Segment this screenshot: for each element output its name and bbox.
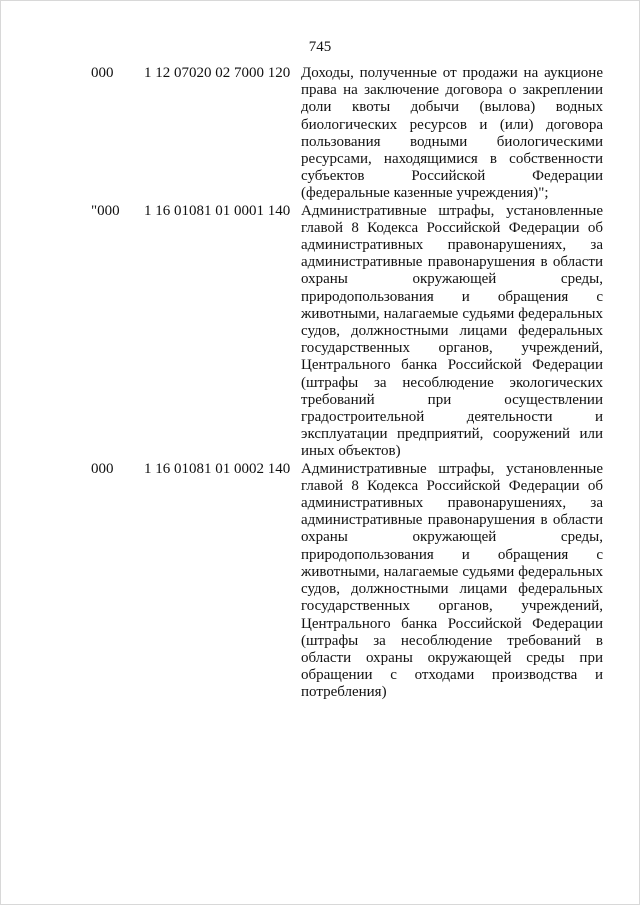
table-row	[1, 65, 639, 203]
admin-code: 000	[91, 460, 114, 477]
budget-classification-code: 1 16 01081 01 0002 140	[144, 460, 291, 477]
page-number: 745	[308, 39, 332, 55]
table-row	[1, 461, 639, 702]
table-row	[1, 203, 639, 461]
admin-code: 000	[91, 65, 114, 81]
admin-code: "000	[91, 202, 120, 219]
income-description: Доходы, полученные от продажи на аукционе права на заключение договора о закреплении доли квоты добычи (вылова) водных биологических ресурсов и (или) договора пользования водными биологическими ресурсами, находящимися в собственности субъектов Российской Федерации (федеральные казенные учреждения)";	[301, 65, 603, 202]
income-description: Административные штрафы, установленные главой 8 Кодекса Российской Федерации об административных правонарушениях, за административные правонарушения в области охраны окружающей среды, природопользования и обращения с животными, налагаемые судьями федеральных судов, должностными лицами федеральных государственных органов, учреждений, Центрального банка Российской Федерации (штрафы за несоблюдение экологических требований при осуществлении градостроительной деятельности и эксплуатации предприятий, сооружений или иных объектов)	[301, 202, 603, 460]
code-table	[1, 65, 639, 702]
budget-classification-code: 1 16 01081 01 0001 140	[144, 202, 291, 219]
income-description: Административные штрафы, установленные главой 8 Кодекса Российской Федерации об административных правонарушениях, за административные правонарушения в области охраны окружающей среды, природопользования и обращения с животными, налагаемые судьями федеральных судов, должностными лицами федеральных государственных органов, учреждений, Центрального банка Российской Федерации (штрафы за несоблюдение требований в области охраны окружающей среды при обращении с отходами производства и потребления)	[301, 460, 603, 701]
budget-classification-code: 1 12 07020 02 7000 120	[144, 65, 291, 81]
